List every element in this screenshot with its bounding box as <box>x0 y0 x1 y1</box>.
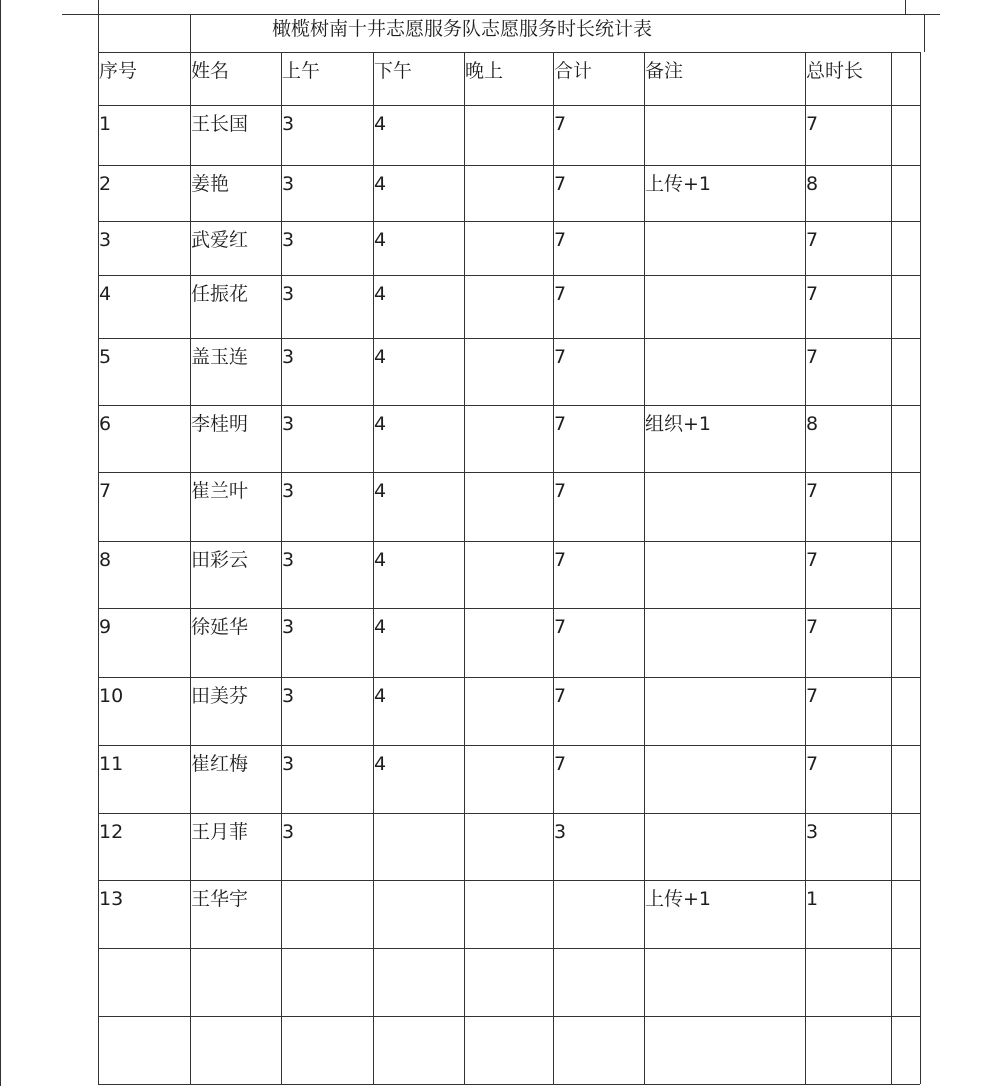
row-rule <box>98 880 920 881</box>
cell-afternoon: 4 <box>374 685 387 707</box>
column-rule <box>920 52 921 1084</box>
row-rule <box>98 221 920 222</box>
cell-total-hours: 3 <box>806 821 819 843</box>
cell-morning: 3 <box>282 616 295 638</box>
cell-total-hours: 8 <box>806 173 819 195</box>
header-total-hours: 总时长 <box>806 60 864 82</box>
cell-serial: 11 <box>99 753 124 775</box>
row-rule <box>98 338 920 339</box>
cell-total-hours: 7 <box>806 346 819 368</box>
cell-afternoon: 4 <box>374 346 387 368</box>
cell-name: 王长国 <box>191 113 249 135</box>
cell-total-hours: 7 <box>806 616 819 638</box>
cell-name: 武爱红 <box>191 229 249 251</box>
cell-name: 崔红梅 <box>191 753 249 775</box>
cell-total-hours: 7 <box>806 113 819 135</box>
sheet-title: 橄榄树南十井志愿服务队志愿服务时长统计表 <box>272 18 653 40</box>
header-morning: 上午 <box>282 60 321 82</box>
cell-afternoon: 4 <box>374 283 387 305</box>
cell-subtotal: 7 <box>554 113 567 135</box>
cell-morning: 3 <box>282 685 295 707</box>
row-rule <box>98 165 920 166</box>
title-row-top <box>98 14 924 15</box>
cell-serial: 13 <box>99 888 124 910</box>
cell-subtotal: 7 <box>554 480 567 502</box>
row-rule <box>98 405 920 406</box>
page-left-rule <box>0 0 1 1086</box>
cell-serial: 12 <box>99 821 124 843</box>
cell-serial: 9 <box>99 616 112 638</box>
cell-serial: 8 <box>99 549 112 571</box>
cell-morning: 3 <box>282 753 295 775</box>
cell-afternoon: 4 <box>374 616 387 638</box>
cell-subtotal: 7 <box>554 283 567 305</box>
title-cell-left <box>190 14 191 52</box>
cell-afternoon: 4 <box>374 413 387 435</box>
row-rule <box>98 608 920 609</box>
cell-afternoon: 4 <box>374 229 387 251</box>
cell-serial: 6 <box>99 413 112 435</box>
cell-morning: 3 <box>282 549 295 571</box>
cell-subtotal: 3 <box>554 821 567 843</box>
cell-remark: 组织+1 <box>645 413 712 435</box>
cell-name: 王华宇 <box>191 888 249 910</box>
cell-name: 姜艳 <box>191 173 230 195</box>
row-rule <box>98 1016 920 1017</box>
cell-name: 崔兰叶 <box>191 480 249 502</box>
cell-subtotal: 7 <box>554 173 567 195</box>
row-rule <box>98 948 920 949</box>
cell-morning: 3 <box>282 413 295 435</box>
cell-morning: 3 <box>282 283 295 305</box>
cell-total-hours: 8 <box>806 413 819 435</box>
row-rule <box>98 52 920 53</box>
header-subtotal: 合计 <box>554 60 593 82</box>
row-rule <box>98 813 920 814</box>
cell-afternoon: 4 <box>374 753 387 775</box>
cell-morning: 3 <box>282 229 295 251</box>
cell-serial: 7 <box>99 480 112 502</box>
cell-morning: 3 <box>282 821 295 843</box>
cell-serial: 5 <box>99 346 112 368</box>
cell-total-hours: 7 <box>806 480 819 502</box>
cell-subtotal: 7 <box>554 346 567 368</box>
cell-serial: 10 <box>99 685 124 707</box>
header-remark: 备注 <box>645 60 684 82</box>
cell-afternoon: 4 <box>374 549 387 571</box>
cell-name: 盖玉连 <box>191 346 249 368</box>
header-evening: 晚上 <box>465 60 504 82</box>
cell-total-hours: 7 <box>806 229 819 251</box>
cell-total-hours: 7 <box>806 753 819 775</box>
cell-subtotal: 7 <box>554 616 567 638</box>
cell-morning: 3 <box>282 173 295 195</box>
cell-morning: 3 <box>282 346 295 368</box>
title-cell-right <box>924 14 925 52</box>
cell-afternoon: 4 <box>374 173 387 195</box>
column-rule <box>891 52 892 1084</box>
column-rule <box>644 52 645 1084</box>
cell-morning: 3 <box>282 113 295 135</box>
cell-morning: 3 <box>282 480 295 502</box>
header-serial: 序号 <box>99 60 138 82</box>
cell-afternoon: 4 <box>374 480 387 502</box>
header-afternoon: 下午 <box>374 60 413 82</box>
cell-serial: 4 <box>99 283 112 305</box>
cell-total-hours: 1 <box>806 888 819 910</box>
cell-name: 田美芬 <box>191 685 249 707</box>
cell-subtotal: 7 <box>554 229 567 251</box>
cell-afternoon: 4 <box>374 113 387 135</box>
cell-name: 李桂明 <box>191 413 249 435</box>
cell-serial: 1 <box>99 113 112 135</box>
outer-left-border-top <box>98 14 99 52</box>
row-rule <box>98 105 920 106</box>
cell-serial: 3 <box>99 229 112 251</box>
cell-total-hours: 7 <box>806 685 819 707</box>
cell-remark: 上传+1 <box>645 888 712 910</box>
frame-left-top <box>98 0 99 14</box>
cell-subtotal: 7 <box>554 753 567 775</box>
cell-serial: 2 <box>99 173 112 195</box>
cell-subtotal: 7 <box>554 685 567 707</box>
row-rule <box>98 677 920 678</box>
row-rule <box>98 472 920 473</box>
cell-name: 任振花 <box>191 283 249 305</box>
cell-name: 徐延华 <box>191 616 249 638</box>
cell-subtotal: 7 <box>554 549 567 571</box>
row-rule <box>98 275 920 276</box>
cell-total-hours: 7 <box>806 549 819 571</box>
header-name: 姓名 <box>191 60 230 82</box>
row-rule <box>98 541 920 542</box>
cell-total-hours: 7 <box>806 283 819 305</box>
frame-right-top <box>905 0 906 14</box>
cell-name: 田彩云 <box>191 549 249 571</box>
cell-remark: 上传+1 <box>645 173 712 195</box>
row-rule <box>98 745 920 746</box>
cell-subtotal: 7 <box>554 413 567 435</box>
row-rule <box>98 1084 920 1085</box>
column-rule <box>464 52 465 1084</box>
cell-name: 王月菲 <box>191 821 249 843</box>
